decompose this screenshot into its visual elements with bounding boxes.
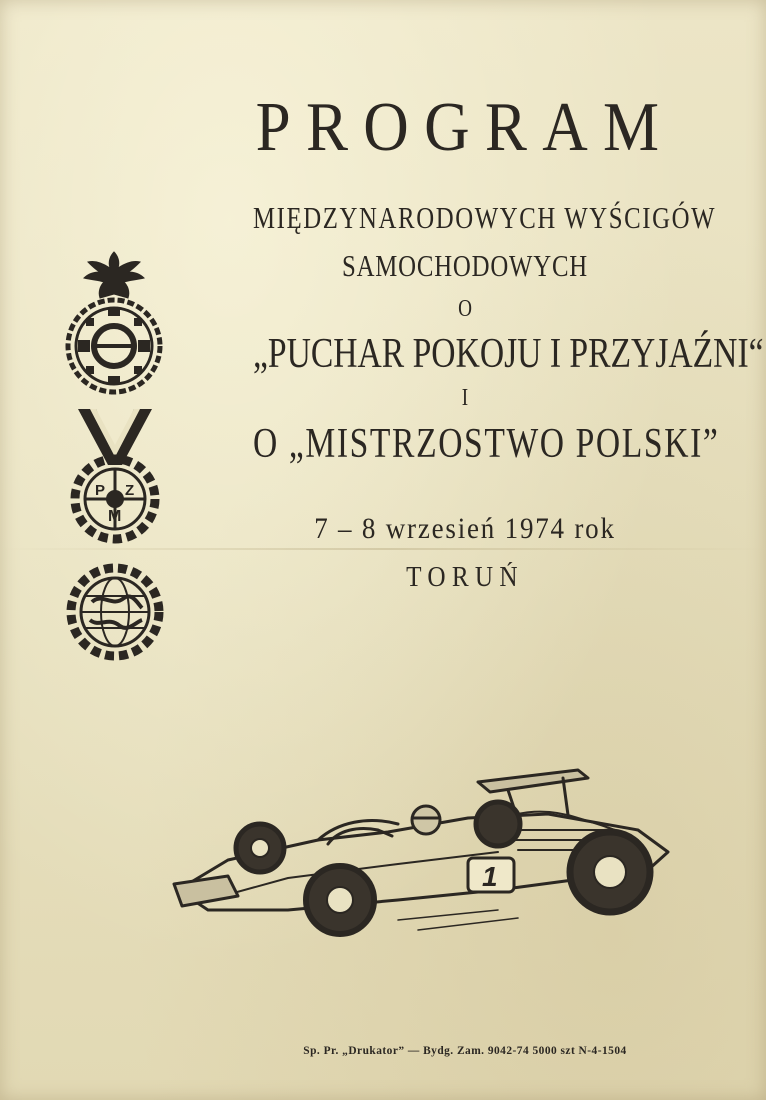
eagle-gear-emblem-icon [60, 248, 168, 396]
event-line-international-races: MIĘDZYNARODOWYCH WYŚCIGÓW [253, 200, 717, 235]
pzm-letter-z: Z [125, 482, 135, 499]
formula-race-car-icon [168, 760, 688, 955]
event-city: TORUŃ [406, 562, 524, 593]
event-line-car: SAMOCHODOWYCH [341, 248, 588, 283]
pzm-letter-p: P [95, 482, 106, 499]
globe-gear-emblem-icon [62, 562, 168, 662]
event-line-peace-cup: „PUCHAR POKOJU I PRZYJAŹNI“ [253, 331, 764, 377]
printer-imprint: Sp. Pr. „Drukator” — Bydg. Zam. 9042-74 5000 szt N-4-1504 [303, 1043, 627, 1057]
event-line-o: O [458, 296, 472, 322]
program-title: PROGRAM [255, 89, 675, 166]
event-line-and: I [461, 385, 469, 411]
car-number: 1 [482, 861, 498, 892]
event-date: 7 – 8 wrzesień 1974 rok [314, 512, 616, 545]
pzm-emblem-icon [62, 405, 168, 545]
pzm-letter-m: M [108, 508, 122, 525]
paper-fold [0, 548, 766, 550]
event-line-polish-championship: O „MISTRZOSTWO POLSKI” [253, 421, 720, 467]
